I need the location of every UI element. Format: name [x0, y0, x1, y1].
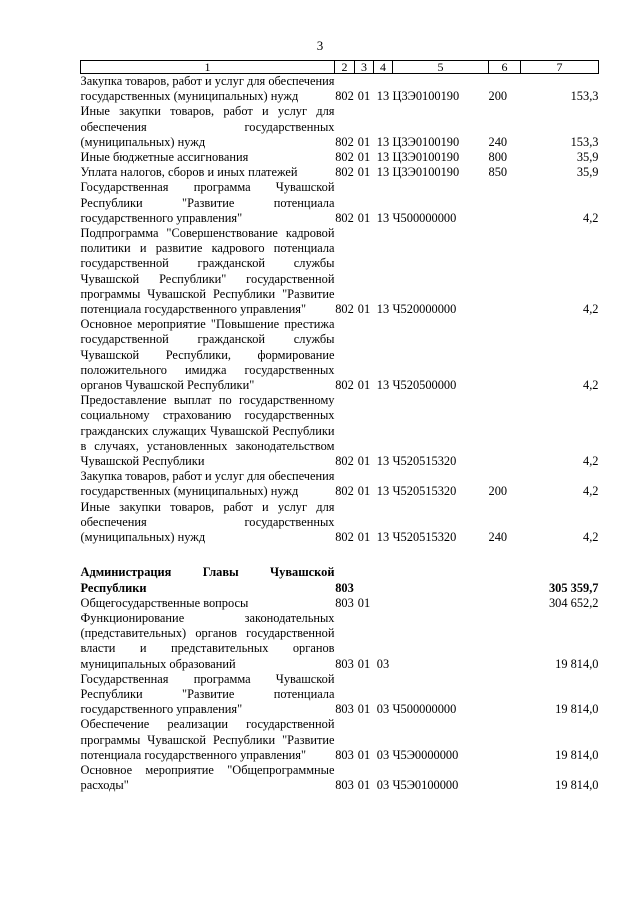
cell-c5: [393, 596, 489, 611]
column-header-5: 5: [393, 61, 489, 74]
cell-c7: 35,9: [576, 150, 599, 165]
cell-c3: 01: [357, 484, 371, 499]
cell-c5: Ч5Э0000000: [392, 747, 459, 762]
cell-c3: 01: [357, 454, 371, 469]
cell-c5: Ч500000000: [392, 702, 457, 717]
cell-c5: Ч5Э0100000: [392, 778, 459, 793]
cell-c2: 802: [335, 210, 354, 225]
cell-c4: 13: [376, 484, 390, 499]
column-header-1: 1: [81, 61, 335, 74]
cell-c3: 01: [357, 89, 371, 104]
cell-c6: [489, 717, 521, 763]
cell-c3: 01: [357, 165, 371, 180]
column-header-7: 7: [521, 61, 599, 74]
cell-name: Предоставление выплат по государственному социальному страхованию государственных гражданских служащих Чувашской Республики в случаях, установленных законодательством Чувашской Республики: [80, 393, 335, 469]
cell-c4: 03: [376, 778, 390, 793]
column-header-6: 6: [489, 61, 521, 74]
table-row: [81, 596, 599, 611]
table-row: [81, 672, 599, 718]
cell-c5: Ц3Э0100190: [392, 89, 460, 104]
cell-c4: 13: [376, 134, 390, 149]
cell-c3: 01: [357, 778, 371, 793]
cell-c2: 802: [335, 165, 354, 180]
cell-c2: 802: [335, 89, 354, 104]
cell-c3: 01: [357, 134, 371, 149]
cell-name: Закупка товаров, работ и услуг для обеспечения государственных (муниципальных) нужд: [80, 74, 335, 104]
table-row: [81, 226, 599, 317]
cell-c4: 13: [376, 210, 390, 225]
cell-name: Иные закупки товаров, работ и услуг для обеспечения государственных (муниципальных) нужд: [80, 104, 335, 149]
cell-c2: 802: [335, 302, 354, 317]
table-header-row: [81, 61, 599, 74]
table-row: [81, 104, 599, 150]
cell-c3: 01: [357, 210, 371, 225]
cell-c4: 13: [376, 454, 390, 469]
cell-c4: 03: [376, 656, 390, 671]
cell-c6: 800: [488, 150, 508, 165]
cell-c5: Ч520515320: [392, 484, 457, 499]
cell-c5: [393, 565, 489, 595]
cell-c4: [374, 565, 393, 595]
cell-c3: 01: [357, 302, 371, 317]
cell-c6: [489, 393, 521, 469]
cell-c6: 850: [488, 165, 508, 180]
cell-c7: 4,2: [583, 484, 599, 499]
cell-c7: 305 359,7: [548, 580, 599, 595]
table-row: [81, 611, 599, 672]
cell-name: Обеспечение реализации государственной программы Чувашской Республики "Развитие потенциала государственного управления": [80, 717, 335, 762]
cell-c4: 03: [376, 747, 390, 762]
cell-c7: 4,2: [583, 378, 599, 393]
cell-c3: 01: [357, 150, 371, 165]
cell-c3: 01: [357, 378, 371, 393]
table-row: [81, 763, 599, 793]
table-row: [81, 165, 599, 180]
cell-c7: 4,2: [583, 454, 599, 469]
cell-c4: 13: [376, 530, 390, 545]
column-header-4: 4: [374, 61, 393, 74]
cell-c7: 19 814,0: [555, 778, 599, 793]
cell-c2: 803: [335, 702, 354, 717]
table-row: [81, 717, 599, 763]
cell-c2: 802: [335, 134, 354, 149]
cell-c6: 240: [488, 530, 508, 545]
column-header-3: 3: [355, 61, 374, 74]
cell-c6: [489, 565, 521, 595]
cell-name: Государственная программа Чувашской Республики "Развитие потенциала государственного управления": [80, 671, 335, 717]
table-row: [81, 393, 599, 469]
cell-c4: 13: [376, 165, 390, 180]
spacer-cell: [81, 545, 599, 565]
cell-c3: 01: [357, 530, 371, 545]
cell-c7: 19 814,0: [555, 656, 599, 671]
cell-c7: 35,9: [576, 165, 599, 180]
cell-c3: [355, 565, 374, 595]
cell-c5: Ч520515320: [392, 454, 457, 469]
cell-c5: Ц3Э0100190: [392, 165, 460, 180]
table-row: [81, 500, 599, 546]
page-number: 3: [316, 38, 324, 53]
cell-c6: [489, 317, 521, 393]
cell-c6: 240: [488, 134, 508, 149]
cell-name: Основное мероприятие "Общепрограммные расходы": [80, 762, 335, 793]
cell-c2: 803: [335, 580, 354, 595]
cell-c7: 153,3: [570, 134, 599, 149]
cell-name: Администрация Главы Чувашской Республики: [80, 565, 335, 595]
cell-c2: 803: [335, 747, 354, 762]
cell-name: Функционирование законодательных (представительных) органов государственной власти и представительных органов муниципальных образований: [80, 610, 335, 671]
cell-c7: 19 814,0: [555, 747, 599, 762]
cell-c3: 01: [357, 595, 371, 610]
cell-c5: Ч520500000: [392, 378, 457, 393]
cell-c6: [489, 180, 521, 226]
cell-name: Основное мероприятие "Повышение престижа государственной гражданской службы Чувашской Республики, формирование положительного имиджа государственных органов Чувашской Республики": [80, 317, 335, 393]
cell-c2: 803: [335, 595, 354, 610]
cell-c6: 200: [488, 89, 508, 104]
cell-c7: 19 814,0: [555, 702, 599, 717]
cell-c6: [489, 763, 521, 793]
cell-c2: 802: [335, 150, 354, 165]
cell-c6: 200: [488, 484, 508, 499]
cell-c5: Ч520515320: [392, 530, 457, 545]
cell-c4: [374, 596, 393, 611]
cell-name: Закупка товаров, работ и услуг для обеспечения государственных (муниципальных) нужд: [80, 469, 335, 499]
table-row: [81, 317, 599, 393]
cell-c7: 4,2: [583, 210, 599, 225]
cell-name: Уплата налогов, сборов и иных платежей: [80, 165, 298, 180]
cell-c3: 01: [357, 747, 371, 762]
cell-c2: 803: [335, 656, 354, 671]
cell-name: Общегосударственные вопросы: [80, 595, 249, 610]
cell-name: Иные закупки товаров, работ и услуг для обеспечения государственных (муниципальных) нужд: [80, 499, 335, 545]
cell-c6: [489, 672, 521, 718]
cell-c4: 03: [376, 702, 390, 717]
cell-c5: Ц3Э0100190: [392, 150, 460, 165]
cell-c4: 13: [376, 89, 390, 104]
budget-table: [80, 60, 599, 793]
cell-c4: 13: [376, 302, 390, 317]
cell-c5: Ч500000000: [392, 210, 457, 225]
cell-c7: 4,2: [583, 530, 599, 545]
cell-c7: 304 652,2: [548, 595, 599, 610]
column-header-2: 2: [335, 61, 355, 74]
table-row: [81, 565, 599, 595]
cell-c2: 803: [335, 778, 354, 793]
cell-c6: [489, 611, 521, 672]
table-row: [81, 469, 599, 499]
cell-c7: 4,2: [583, 302, 599, 317]
table-spacer-row: [81, 545, 599, 565]
cell-c6: [489, 226, 521, 317]
cell-c5: Ч520000000: [392, 302, 457, 317]
table-row: [81, 150, 599, 165]
cell-name: Иные бюджетные ассигнования: [80, 150, 249, 165]
cell-c2: 802: [335, 530, 354, 545]
cell-c3: 01: [357, 702, 371, 717]
cell-c7: 153,3: [570, 89, 599, 104]
cell-c3: 01: [357, 656, 371, 671]
cell-c2: 802: [335, 378, 354, 393]
cell-c5: Ц3Э0100190: [392, 134, 460, 149]
table-row: [81, 180, 599, 226]
cell-name: Подпрограмма "Совершенствование кадровой политики и развитие кадрового потенциала государственной гражданской службы Чувашской Республики" государственной программы Чувашской Республики "Развитие потенциала государственного управления": [80, 226, 335, 317]
cell-c4: 13: [376, 378, 390, 393]
cell-c2: 802: [335, 454, 354, 469]
cell-c2: 802: [335, 484, 354, 499]
cell-c6: [489, 596, 521, 611]
cell-c4: 13: [376, 150, 390, 165]
cell-name: Государственная программа Чувашской Республики "Развитие потенциала государственного управления": [80, 180, 335, 225]
cell-c5: [393, 611, 489, 672]
table-row: [81, 74, 599, 105]
